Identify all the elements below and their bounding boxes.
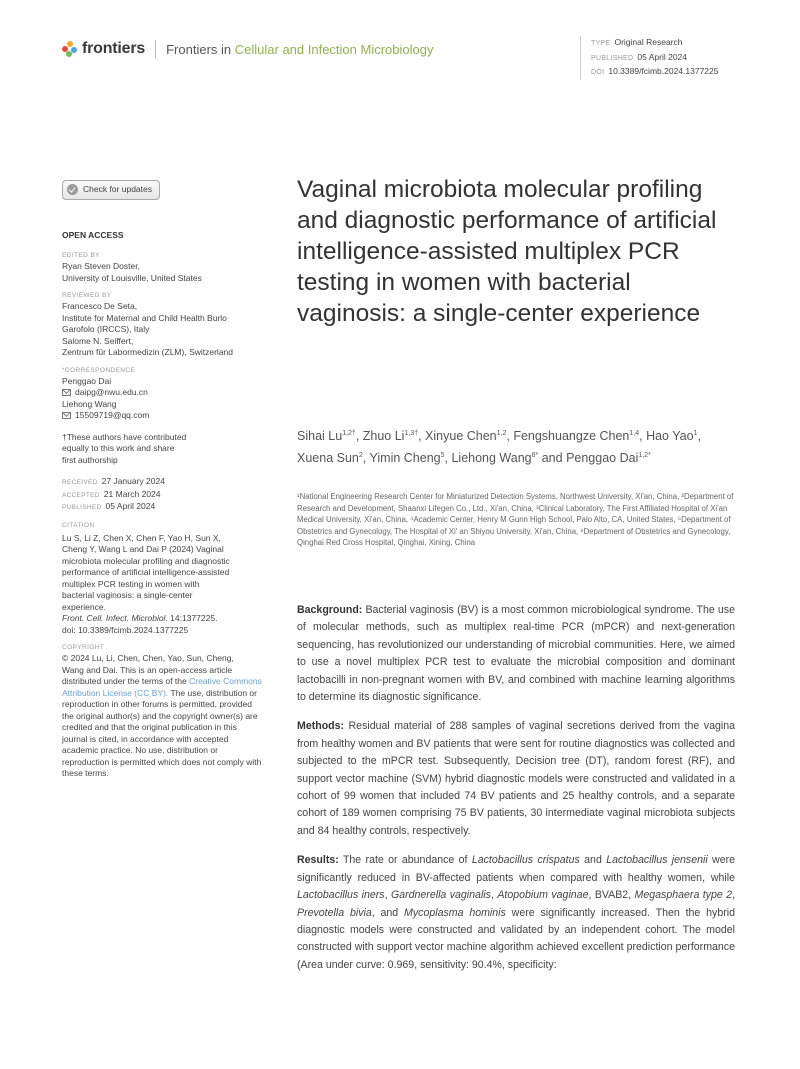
reviewer-line: Zentrum für Labormedizin (ZLM), Switzerland xyxy=(62,347,234,357)
doi-label: DOI xyxy=(591,69,605,76)
author-name: Fengshuangze Chen xyxy=(513,429,630,444)
results-text: were significantly increased. Then the hybrid diagnostic models were constructed and validated by an independent cohort. The model constructed with support vector machine algorithm achieved excellent prediction performance (Area under curve: 0.969, sensitivity: 90.4%, specificity: xyxy=(297,906,735,971)
article-dates xyxy=(62,476,262,514)
results-text: , xyxy=(732,889,736,902)
journal-prefix: Frontiers in xyxy=(166,41,232,57)
corr-name: Liehong Wang xyxy=(62,398,117,409)
species-name: Prevotella bivia xyxy=(297,906,372,919)
corr-name: Penggao Dai xyxy=(62,375,112,386)
results-text: and xyxy=(579,854,607,867)
methods-heading: Methods: xyxy=(297,720,345,733)
author-list: Sihai $Lu^{1,2\dagger}$, Zhuo $Li^{1,3\dagger}$, Xinyue Chen$^{1,2}$, Fengshuangze Chen$^{1,4}$, Hao Yao$^1$, Xuena Sun$^2$, Yimin Cheng$^5$, Liehong Wang$^{6*}$ and Penggao Dai$^{1,2*}$ xyxy=(297,429,701,466)
methods-text: Residual material of 288 samples of vaginal secretions derived from the vagina from healthy women and BV patients that were sent for routine diagnostics was collected and subjected to the mPCR test. Subsequently, Decision tree (DT), random forest (RF), and support vector machine (SVM) hybrid diagnostic models were constructed and validated in a cohort of 99 women that included 74 BV patients and 25 healthy controls, and a separate cohort of 189 women comprising 75 BV patients, 30 intermediate vaginal microbiota subjects and 84 healthy controls, respectively. xyxy=(297,720,735,837)
open-access-label: OPEN ACCESS xyxy=(62,229,124,240)
received-date: 27 January 2024 xyxy=(101,476,165,486)
citation-line: Cheng Y, Wang L and Dai P (2024) Vaginal xyxy=(62,544,224,554)
editor-info xyxy=(62,261,262,284)
author-affiliation-marker: 1,2* xyxy=(638,452,651,460)
author-name: Sihai Lu xyxy=(297,429,343,444)
type-label: TYPE xyxy=(591,40,611,47)
citation-volume: 14:1377225. xyxy=(167,613,218,623)
published-date: 05 April 2024 xyxy=(637,51,688,62)
author-affiliation-marker: 1,4 xyxy=(629,430,640,437)
published-label: PUBLISHED xyxy=(62,504,102,511)
author-name: Zhuo Li xyxy=(362,429,405,444)
contrib-line: equally to this work and share xyxy=(62,443,175,453)
copyright-line: © 2024 Lu, Li, Chen, Chen, Yao, Sun, Cheng, xyxy=(62,653,234,663)
accepted-label: ACCEPTED xyxy=(62,491,100,499)
received-label: RECEIVED xyxy=(62,479,98,486)
reviewer-line: Garofolo (IRCCS), Italy xyxy=(62,324,150,334)
check-updates-button[interactable] xyxy=(62,180,160,200)
sidebar xyxy=(62,180,262,780)
corr-email[interactable]: 15509719@qq.com xyxy=(75,410,150,420)
citation-journal: Front. Cell. Infect. Microbiol. xyxy=(62,613,168,623)
editor-line: University of Louisville, United States xyxy=(62,272,202,283)
header-divider xyxy=(155,40,156,58)
citation-line: multiplex PCR testing in women with xyxy=(62,578,200,589)
correspondence-info xyxy=(62,376,262,422)
citation-line: microbiota molecular profiling and diagnostic xyxy=(62,555,230,566)
abstract-methods xyxy=(297,718,735,840)
mail-icon xyxy=(62,412,71,419)
abstract-results xyxy=(297,852,735,974)
reviewer-info xyxy=(62,301,262,359)
mail-icon xyxy=(62,389,71,396)
results-text: were significantly reduced in BV-affected patients when compared with healthy women, while xyxy=(297,854,736,884)
results-text: , xyxy=(384,889,391,902)
species-name: Atopobium vaginae xyxy=(497,889,589,902)
author-affiliation-marker: 1,3† xyxy=(404,430,419,437)
species-name: Mycoplasma hominis xyxy=(404,906,506,919)
journal-title xyxy=(166,42,433,57)
corr-email-row[interactable] xyxy=(62,387,262,399)
article-type: Original Research xyxy=(614,37,683,47)
author-affiliation-marker: 2 xyxy=(358,452,363,460)
journal-name: Cellular and Infection Microbiology xyxy=(234,41,434,57)
author-name: and Penggao Dai xyxy=(541,451,639,466)
cc-license-link[interactable]: Creative Commons Attribution License (CC BY). xyxy=(62,676,262,698)
species-name: Lactobacillus iners xyxy=(297,889,385,902)
corr-email-row[interactable] xyxy=(62,410,262,422)
results-text: The rate or abundance of xyxy=(338,854,472,867)
affiliations: ¹National Engineering Research Center for Miniaturized Detection Systems, Northwest University, Xi'an, China, ²Department of Research and Development, Shaanxi Lifegen Co., Ltd., Xi'an, China, ³Clinical Laboratory, The First Affiliated Hospital of Xi'an Medical University, Xi'an, China, ⁴Academic Center, Henry M Gunn High School, Palo Alto, CA, United States, ⁵Department of Obstetrics and Gynecology, The Hospital of Xi' an Shiyou University, Xi'an, China, ⁶Department of Obstetrics and Gynecology, Qinghai Red Cross Hospital, Qinghai, Xining, China xyxy=(297,492,734,548)
doi-value[interactable]: 10.3389/fcimb.2024.1377225 xyxy=(608,66,719,76)
check-updates-label: Check for updates xyxy=(83,184,152,194)
corr-email[interactable]: daipg@nwu.edu.cn xyxy=(75,387,148,397)
citation-journal-line xyxy=(62,613,262,625)
results-text: , xyxy=(490,889,498,902)
brand-name: frontiers xyxy=(82,40,146,57)
edited-by-label: EDITED BY xyxy=(62,252,100,259)
copyright-rest: The use, distribution or reproduction in other forums is permitted, provided the original author(s) and the copyright owner(s) are credited and that the original publication in this journal is cited, in accordance with accepted academic practice. No use, distribution or reproduction is permitted which does not comply with these terms. xyxy=(62,687,262,778)
citation-line: experience. xyxy=(62,601,106,612)
citation-text xyxy=(62,533,262,637)
results-text: , and xyxy=(371,906,405,919)
reviewer-line: Salome N. Seiffert, xyxy=(62,335,134,346)
article-title: Vaginal microbiota molecular profiling and diagnostic performance of artificial intelligence-assisted multiplex PCR testing in women with bacterial vaginosis: a single-center experience xyxy=(297,176,717,327)
species-name: Gardnerella vaginalis xyxy=(390,889,491,902)
abstract-background xyxy=(297,602,735,706)
copyright-line: Wang and Dai. This is an open-access article xyxy=(62,664,233,675)
copyright-body xyxy=(62,676,262,780)
species-name: Lactobacillus crispatus xyxy=(471,854,580,867)
reviewer-line: Francesco De Seta, xyxy=(62,301,138,311)
article-meta xyxy=(580,36,791,80)
citation-doi[interactable]: doi: 10.3389/fcimb.2024.1377225 xyxy=(62,624,189,635)
copyright-label: COPYRIGHT xyxy=(62,644,105,651)
background-heading: Background: xyxy=(297,604,363,616)
check-circle-icon xyxy=(67,184,78,195)
reviewer-line: Institute for Maternal and Child Health Burlo xyxy=(62,312,227,323)
author-name: Liehong Wang xyxy=(451,451,532,466)
citation-line: bacterial vaginosis: a single-center xyxy=(62,590,193,600)
author-affiliation-marker: 1,2† xyxy=(342,430,356,437)
author-affiliation-marker: 1 xyxy=(693,430,698,437)
results-heading: Results: xyxy=(297,854,339,867)
published-label: PUBLISHED xyxy=(591,54,634,62)
results-text: , BVAB2, xyxy=(588,889,635,902)
author-name: Xuena Sun xyxy=(297,451,359,466)
author-name: Yimin Cheng xyxy=(369,451,441,466)
reviewed-by-label: REVIEWED BY xyxy=(62,292,112,299)
journal-header xyxy=(62,40,433,58)
author-affiliation-marker: 6* xyxy=(531,452,539,460)
author-name: Hao Yao xyxy=(646,429,694,444)
author-name: Xinyue Chen xyxy=(425,429,497,444)
published-date: 05 April 2024 xyxy=(105,501,156,511)
frontiers-logo-icon xyxy=(62,41,78,57)
editor-line: Ryan Steven Doster, xyxy=(62,261,140,271)
abstract xyxy=(297,602,735,986)
species-name: Megasphaera type 2 xyxy=(634,889,733,902)
contrib-line: first authorship xyxy=(62,454,118,465)
background-text: Bacterial vaginosis (BV) is a most common microbiological syndrome. The use of molecular methods, such as multiplex real-time PCR (mPCR) and next-generation sequencing, has revolutionized our understanding of microbial communities. Here, we aimed to use a novel multiplex PCR test to evaluate the microbial composition and dominant lactobacilli in non-pregnant women with BV, and combined with machine learning algorithms to determine its diagnostic significance. xyxy=(297,604,735,704)
citation-line: performance of artificial intelligence-assisted xyxy=(62,567,230,577)
species-name: Lactobacillus jensenii xyxy=(606,854,708,867)
contribution-note xyxy=(62,432,262,467)
correspondence-label: *CORRESPONDENCE xyxy=(62,366,136,374)
copyright-line: distributed under the terms of the xyxy=(62,676,190,686)
accepted-date: 21 March 2024 xyxy=(103,488,161,499)
citation-line: Lu S, Li Z, Chen X, Chen F, Yao H, Sun X, xyxy=(62,532,221,543)
contrib-line: †These authors have contributed xyxy=(62,431,187,442)
copyright-text xyxy=(62,653,262,780)
citation-label: CITATION xyxy=(62,521,95,529)
author-affiliation-marker: 1,2 xyxy=(496,430,507,437)
author-affiliation-marker: 5 xyxy=(440,452,445,460)
